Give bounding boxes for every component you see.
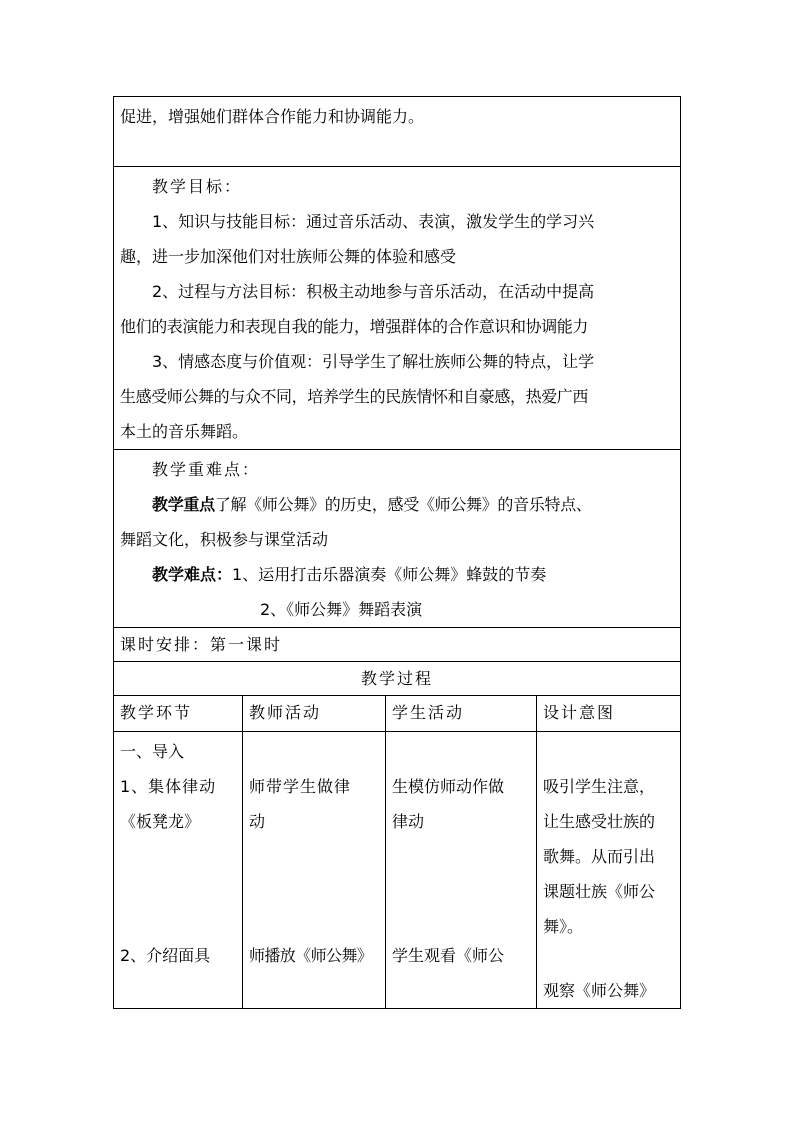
process-title: 教学过程 xyxy=(361,669,434,688)
body-cell-teacher xyxy=(243,732,386,1009)
keys-row xyxy=(114,450,681,628)
focus-text-1: 了解《师公舞》的历史，感受《师公舞》的音乐特点、 xyxy=(214,495,592,514)
keys-cell xyxy=(114,450,681,628)
lesson-row xyxy=(114,628,681,662)
header-design: 设计意图 xyxy=(543,703,616,722)
teacher-gap xyxy=(249,839,379,938)
intro-row xyxy=(114,97,681,167)
teacher-line-1: 师带学生做律 xyxy=(249,777,352,796)
focus-line-1 xyxy=(120,487,674,522)
design-line-3: 歌舞。从而引出 xyxy=(543,847,656,866)
student-gap xyxy=(392,839,530,938)
lesson-schedule: 课时安排：第一课时 xyxy=(120,635,283,654)
teacher-line-3: 师播放《师公舞》 xyxy=(249,946,373,965)
focus-label: 教学重点 xyxy=(152,495,215,514)
goal-2-line-2: 他们的表演能力和表现自我的能力，增强群体的合作意识和协调能力 xyxy=(120,317,589,336)
body-cell-design xyxy=(537,732,681,1009)
goal-1-line-2: 趣，进一步加深他们对壮族师公舞的体验和感受 xyxy=(120,247,457,266)
process-body-row xyxy=(114,732,681,1009)
goals-row xyxy=(114,167,681,450)
difficulty-text-1: 1、运用打击乐器演奏《师公舞》蜂鼓的节奏 xyxy=(232,565,547,584)
difficulty-label: 教学难点： xyxy=(152,565,233,584)
header-cell-stage xyxy=(114,696,243,732)
difficulty-line-1 xyxy=(120,557,674,592)
stage-line-4: 2、介绍面具 xyxy=(120,946,211,965)
header-cell-student xyxy=(386,696,537,732)
difficulty-line-2: 2、《师公舞》舞蹈表演 xyxy=(260,600,423,619)
design-line-2: 让生感受壮族的 xyxy=(543,812,656,831)
stage-line-2: 1、集体律动 xyxy=(120,777,217,796)
stage-line-3: 《板凳龙》 xyxy=(120,812,201,831)
process-title-cell xyxy=(114,662,681,696)
header-stage: 教学环节 xyxy=(120,703,193,722)
student-line-1: 生模仿师动作做 xyxy=(392,777,505,796)
stage-gap xyxy=(120,839,236,938)
intro-text: 促进，增强她们群体合作能力和协调能力。 xyxy=(120,107,425,126)
goal-2-line-1: 2、过程与方法目标：积极主动地参与音乐活动，在活动中提高 xyxy=(152,282,595,301)
goals-cell xyxy=(114,167,681,450)
student-spacer xyxy=(392,734,530,769)
intro-cell xyxy=(114,97,681,167)
header-cell-teacher xyxy=(243,696,386,732)
process-title-row xyxy=(114,662,681,696)
goal-3-line-3: 本土的音乐舞蹈。 xyxy=(120,422,249,441)
goal-3-line-1: 3、情感态度与价值观：引导学生了解壮族师公舞的特点，让学 xyxy=(152,352,595,371)
teacher-spacer xyxy=(249,734,379,769)
body-cell-student xyxy=(386,732,537,1009)
goal-3-line-2: 生感受师公舞的与众不同，培养学生的民族情怀和自豪感，热爱广西 xyxy=(120,387,589,406)
goal-1-line-1: 1、知识与技能目标：通过音乐活动、表演，激发学生的学习兴 xyxy=(152,212,595,231)
stage-line-1: 一、导入 xyxy=(120,742,185,761)
design-line-6: 观察《师公舞》 xyxy=(543,981,656,1000)
design-gap xyxy=(543,944,674,973)
design-line-4: 课题壮族《师公 xyxy=(543,882,656,901)
header-cell-design xyxy=(537,696,681,732)
student-line-3: 学生观看《师公 xyxy=(392,946,505,965)
design-line-1: 吸引学生注意， xyxy=(543,777,656,796)
teacher-line-2: 动 xyxy=(249,812,266,831)
focus-line-2: 舞蹈文化，积极参与课堂活动 xyxy=(120,530,329,549)
student-line-2: 律动 xyxy=(392,812,425,831)
body-cell-stage xyxy=(114,732,243,1009)
goals-heading: 教学目标： xyxy=(152,177,243,196)
lesson-cell xyxy=(114,628,681,662)
header-student: 学生活动 xyxy=(392,703,465,722)
keys-heading: 教学重难点： xyxy=(152,460,261,479)
header-teacher: 教师活动 xyxy=(249,703,322,722)
process-header-row xyxy=(114,696,681,732)
lesson-plan-table xyxy=(113,96,681,1009)
design-spacer xyxy=(543,734,674,769)
design-line-5: 舞》。 xyxy=(543,917,584,936)
